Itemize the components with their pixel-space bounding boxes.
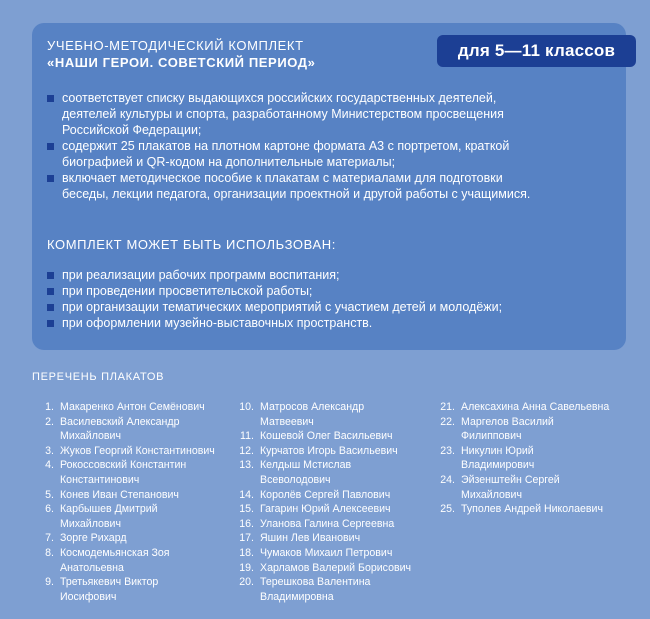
usage-item: при проведении просветительской работы; bbox=[47, 283, 617, 299]
poster-item: 7. Зорге Рихард bbox=[45, 532, 127, 545]
bullet-square-icon bbox=[47, 175, 54, 182]
posters-column-3 bbox=[431, 400, 641, 517]
feature-item: содержит 25 плакатов на плотном картоне формата А3 с портретом, краткой биографией и QR-кодом на дополнительные материалы; bbox=[47, 138, 617, 170]
poster-item: 19. Харламов Валерий Борисович bbox=[239, 561, 412, 574]
poster-item: 15. Гагарин Юрий Алексеевич bbox=[239, 503, 391, 516]
poster-item: 25. Туполев Андрей Николаевич bbox=[440, 503, 603, 516]
kit-title: «НАШИ ГЕРОИ. СОВЕТСКИЙ ПЕРИОД» bbox=[47, 55, 316, 70]
poster-item: 24. Эйзенштейн Сергей Михайлович bbox=[440, 473, 560, 501]
grade-badge: для 5—11 классов bbox=[437, 35, 636, 67]
poster-item: 8. Космодемьянская Зоя Анатольевна bbox=[45, 546, 170, 574]
bullet-square-icon bbox=[47, 272, 54, 279]
poster-item: 23. Никулин Юрий Владимирович bbox=[440, 444, 535, 472]
poster-item: 9. Третьякевич Виктор Иосифович bbox=[45, 576, 159, 603]
kit-label: УЧЕБНО-МЕТОДИЧЕСКИЙ КОМПЛЕКТ bbox=[47, 38, 304, 53]
poster-item: 17. Яшин Лев Иванович bbox=[239, 532, 361, 545]
poster-item: 13. Келдыш Мстислав Всеволодович bbox=[239, 459, 352, 486]
usage-item: при реализации рабочих программ воспитания; bbox=[47, 267, 617, 283]
poster-item: 2. Василевский Александр Михайлович bbox=[45, 415, 180, 443]
posters-column-2 bbox=[230, 400, 430, 604]
poster-item: 4. Рокоссовский Константин Константинович bbox=[45, 459, 187, 486]
poster-item: 18. Чумаков Михаил Петрович bbox=[239, 546, 393, 559]
posters-column-1 bbox=[30, 400, 230, 604]
poster-item: 21. Алексахина Анна Савельевна bbox=[440, 401, 610, 413]
poster-item: 16. Уланова Галина Сергеевна bbox=[239, 517, 395, 530]
poster-item: 22. Маргелов Василий Филиппович bbox=[440, 415, 554, 443]
poster-item: 12. Курчатов Игорь Васильевич bbox=[239, 444, 398, 457]
bullet-square-icon bbox=[47, 95, 54, 102]
features-list bbox=[47, 90, 617, 202]
feature-item: соответствует списку выдающихся российских государственных деятелей, деятелей культуры и спорта, разработанному Министерством просвещения Российской Федерации; bbox=[47, 90, 617, 138]
usage-list bbox=[47, 267, 617, 331]
bullet-square-icon bbox=[47, 320, 54, 327]
bullet-square-icon bbox=[47, 304, 54, 311]
bullet-square-icon bbox=[47, 288, 54, 295]
usage-heading: КОМПЛЕКТ МОЖЕТ БЫТЬ ИСПОЛЬЗОВАН: bbox=[47, 237, 336, 252]
usage-item: при организации тематических мероприятий с участием детей и молодёжи; bbox=[47, 299, 617, 315]
poster-item: 11. Кошевой Олег Васильевич bbox=[240, 430, 393, 443]
bullet-square-icon bbox=[47, 143, 54, 150]
poster-item: 1. Макаренко Антон Семёнович bbox=[45, 401, 205, 413]
poster-item: 5. Конев Иван Степанович bbox=[45, 488, 179, 501]
usage-item: при оформлении музейно-выставочных пространств. bbox=[47, 315, 617, 331]
posters-heading: ПЕРЕЧЕНЬ ПЛАКАТОВ bbox=[32, 371, 165, 383]
poster-item: 14. Королёв Сергей Павлович bbox=[239, 488, 391, 501]
poster-item: 3. Жуков Георгий Константинович bbox=[45, 444, 215, 457]
poster-item: 6. Карбышев Дмитрий Михайлович bbox=[45, 503, 158, 530]
feature-item: включает методическое пособие к плакатам с материалами для подготовки беседы, лекции педагога, организации проектной и другой работы с учащимися. bbox=[47, 170, 617, 202]
poster-item: 10. Матросов Александр Матвеевич bbox=[239, 401, 365, 428]
poster-item: 20. Терешкова Валентина Владимировна bbox=[239, 576, 371, 603]
